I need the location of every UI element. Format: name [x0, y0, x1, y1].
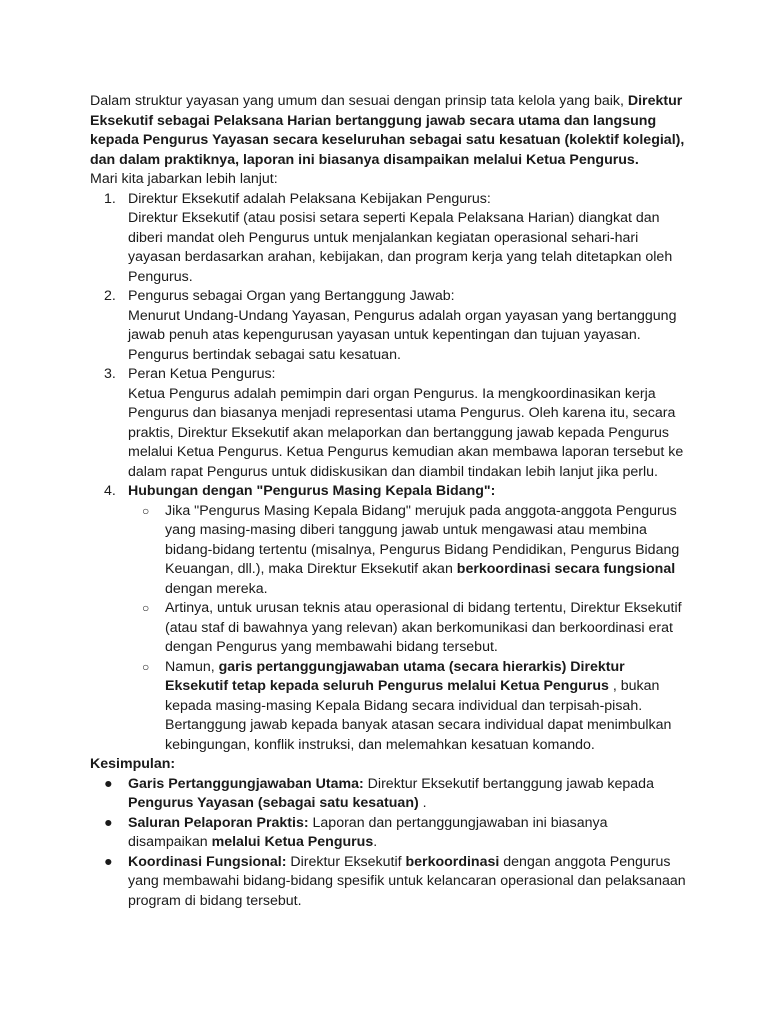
list-item-title-bold: Hubungan dengan "Pengurus Masing Kepala Bidang": — [128, 483, 496, 499]
sub-item-text-end: dengan mereka. — [165, 580, 268, 597]
conclusion-text-end: . — [418, 795, 427, 811]
list-item-title: Peran Ketua Pengurus: — [128, 366, 276, 382]
circle-bullet-icon: ○ — [142, 601, 150, 615]
sub-item-2 — [90, 599, 690, 658]
sub-item-bold: garis pertanggungjawaban utama (secara hierarkis) Direktur Eksekutif tetap kepada seluruh Pengurus melalui Ketua Pengurus — [165, 658, 625, 694]
list-number: 2. — [104, 288, 116, 304]
conclusion-heading-text: Kesimpulan: — [90, 756, 176, 772]
sub-item-text: Artinya, untuk urusan teknis atau operasional di bidang tertentu, Direktur Eksekutif (atau staf di bawahnya yang relevan) akan berkomunikasi dan berkoordinasi erat dengan Pengurus yang membawahi bidang tersebut. — [165, 600, 682, 655]
lead-text: Mari kita jabarkan lebih lanjut: — [90, 171, 278, 187]
sub-item-3 — [90, 658, 690, 756]
sub-bullet-list — [90, 502, 690, 756]
conclusion-list — [90, 775, 690, 912]
list-number: 4. — [104, 483, 116, 499]
list-item-body: Menurut Undang-Undang Yayasan, Pengurus adalah organ yayasan yang bertanggung jawab penuh atas kepengurusan yayasan untuk kepentingan dan tujuan yayasan. Pengurus bertindak sebagai satu kesatuan. — [128, 307, 677, 363]
conclusion-text-end: . — [373, 834, 378, 850]
conclusion-label: Garis Pertanggungjawaban Utama: — [128, 775, 364, 792]
document-content — [90, 92, 690, 911]
list-item-2 — [90, 287, 690, 365]
intro-bold-text: Direktur Eksekutif sebagai Pelaksana Harian bertanggung jawab secara utama dan langsung kepada Pengurus Yayasan secara keseluruhan sebagai satu kesatuan (kolektif kolegial), dan dalam praktiknya, laporan ini biasanya disampaikan melalui Ketua Pengurus. — [90, 93, 685, 168]
conclusion-bold: melalui Ketua Pengurus — [211, 834, 374, 850]
list-number: 1. — [104, 190, 116, 207]
list-item-1 — [90, 190, 690, 288]
sub-item-1 — [90, 502, 690, 600]
list-item-body: Direktur Eksekutif (atau posisi setara seperti Kepala Pelaksana Harian) diangkat dan diberi mandat oleh Pengurus untuk menjalankan kegiatan operasional sehari-hari yayasan berdasarkan arahan, kebijakan, dan program kerja yang telah ditetapkan oleh Pengurus. — [128, 210, 673, 285]
list-item-4 — [90, 482, 690, 502]
circle-bullet-icon: ○ — [142, 503, 150, 518]
conclusion-text: Direktur Eksekutif bertanggung jawab kepada — [363, 775, 654, 792]
sub-item-bold: berkoordinasi secara fungsional — [456, 561, 676, 577]
bullet-icon: ● — [104, 814, 113, 831]
list-item-title: Direktur Eksekutif adalah Pelaksana Kebijakan Pengurus: — [128, 190, 491, 207]
conclusion-bold: berkoordinasi — [405, 853, 500, 870]
conclusion-text: Laporan dan pertanggungjawaban ini biasanya disampaikan — [128, 814, 608, 850]
numbered-list — [90, 190, 690, 502]
list-item-body: Ketua Pengurus adalah pemimpin dari organ Pengurus. Ia mengkoordinasikan kerja Pengurus dan biasanya menjadi representasi utama Pengurus. Oleh karena itu, secara praktis, Direktur Eksekutif akan melaporkan dan bertanggung jawab kepada Pengurus melalui Ketua Pengurus. Ketua Pengurus kemudian akan membawa laporan tersebut ke dalam rapat Pengurus untuk didiskusikan dan diambil tindakan lebih lanjut jika perlu. — [128, 385, 684, 480]
intro-text: Dalam struktur yayasan yang umum dan sesuai dengan prinsip tata kelola yang baik, — [90, 93, 628, 109]
conclusion-heading — [90, 755, 690, 775]
conclusion-item-3 — [90, 853, 690, 912]
conclusion-item-1 — [90, 775, 690, 814]
conclusion-bold: Pengurus Yayasan (sebagai satu kesatuan) — [128, 795, 419, 811]
conclusion-label: Koordinasi Fungsional: — [128, 853, 287, 870]
sub-item-text: Jika "Pengurus Masing Kepala Bidang" merujuk pada anggota-anggota Pengurus yang masing-masing diberi tanggung jawab untuk mengawasi atau membina bidang-bidang tertentu (misalnya, Pengurus Bidang Pendidikan, Pengurus Bidang Keuangan, dll.), maka Direktur Eksekutif akan — [165, 502, 680, 577]
list-number: 3. — [104, 366, 116, 382]
bullet-icon: ● — [104, 853, 113, 870]
list-item-3 — [90, 365, 690, 482]
conclusion-item-2 — [90, 814, 690, 853]
conclusion-text-end: dengan anggota Pengurus yang membawahi bidang-bidang spesifik untuk kelancaran operasional dan pelaksanaan program di bidang tersebut. — [128, 853, 686, 909]
list-item-title: Pengurus sebagai Organ yang Bertanggung Jawab: — [128, 288, 455, 304]
conclusion-label: Saluran Pelaporan Praktis: — [128, 814, 309, 831]
intro-paragraph — [90, 92, 690, 170]
bullet-icon: ● — [104, 775, 113, 792]
circle-bullet-icon: ○ — [142, 659, 150, 674]
sub-item-text: Namun, — [165, 658, 219, 675]
list-item-title — [128, 482, 690, 502]
conclusion-text: Direktur Eksekutif — [286, 853, 406, 870]
sub-item-text-end: , bukan kepada masing-masing Kepala Bidang secara individual dan terpisah-pisah. Bertanggung jawab kepada banyak atasan secara individual dapat menimbulkan kebingungan, konflik instruksi, dan melemahkan kesatuan komando. — [165, 678, 672, 753]
